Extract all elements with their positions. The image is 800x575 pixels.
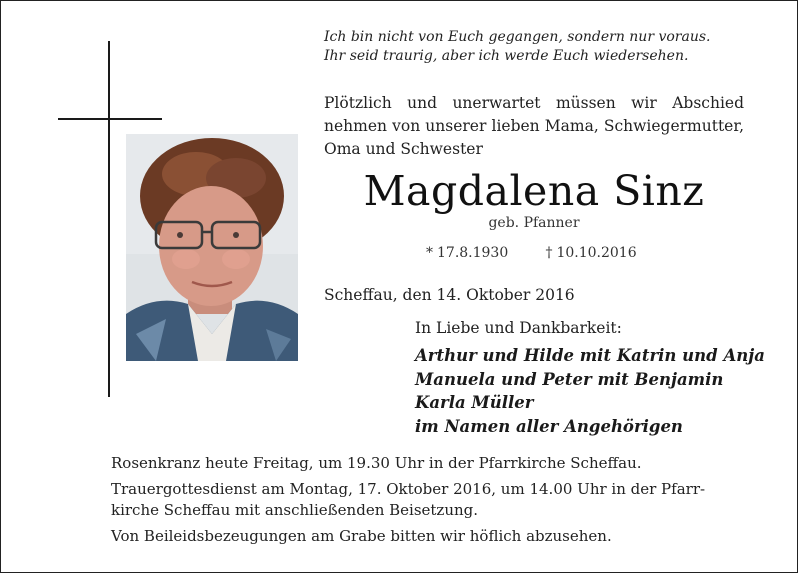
announcement-text — [324, 92, 744, 161]
birth-star-icon: * — [426, 245, 433, 261]
mourner-line: Arthur und Hilde mit Katrin und Anja — [415, 346, 765, 365]
birth-name: geb. Pfanner — [488, 215, 580, 231]
mourner-line: Karla Müller — [415, 393, 534, 412]
quote-line: Ich bin nicht von Euch gegangen, sondern nur voraus. — [324, 29, 711, 45]
condolence-note: Von Beileidsbezeugungen am Grabe bitten wir höflich abzusehen. — [111, 527, 612, 545]
birth-date: 17.8.1930 — [437, 245, 509, 261]
announcement-line: Plötzlich und unerwartet müssen wir Abschied — [324, 94, 744, 112]
funeral-details — [111, 453, 743, 552]
rosary-info: Rosenkranz heute Freitag, um 19.30 Uhr in der Pfarrkirche Scheffau. — [111, 454, 642, 472]
birth-date-group — [426, 245, 541, 261]
epitaph-quote — [324, 28, 764, 66]
life-dates — [426, 245, 726, 261]
death-date-group — [545, 245, 636, 261]
funeral-service-line: Trauergottesdienst am Montag, 17. Oktober 2016, um 14.00 Uhr in der Pfarr- — [111, 480, 706, 498]
portrait-photo — [126, 134, 298, 361]
death-date: 10.10.2016 — [556, 245, 637, 261]
mourners-list — [415, 344, 765, 438]
thanks-heading: In Liebe und Dankbarkeit: — [415, 319, 622, 337]
announcement-line: nehmen von unserer lieben Mama, Schwiegermutter, — [324, 117, 744, 135]
death-cross-icon: † — [545, 245, 553, 261]
deceased-name: Magdalena Sinz — [363, 167, 705, 215]
announcement-line: Oma und Schwester — [324, 140, 483, 158]
funeral-service-line: kirche Scheffau mit anschließenden Beisetzung. — [111, 501, 479, 519]
mourner-line: Manuela und Peter mit Benjamin — [415, 369, 724, 389]
mourner-line: im Namen aller Angehörigen — [415, 416, 683, 436]
place-and-date: Scheffau, den 14. Oktober 2016 — [324, 286, 575, 304]
quote-line: Ihr seid traurig, aber ich werde Euch wiedersehen. — [324, 48, 689, 64]
funeral-service-info — [111, 479, 743, 521]
cross-icon — [108, 41, 110, 397]
cross-icon-bar — [58, 118, 162, 120]
